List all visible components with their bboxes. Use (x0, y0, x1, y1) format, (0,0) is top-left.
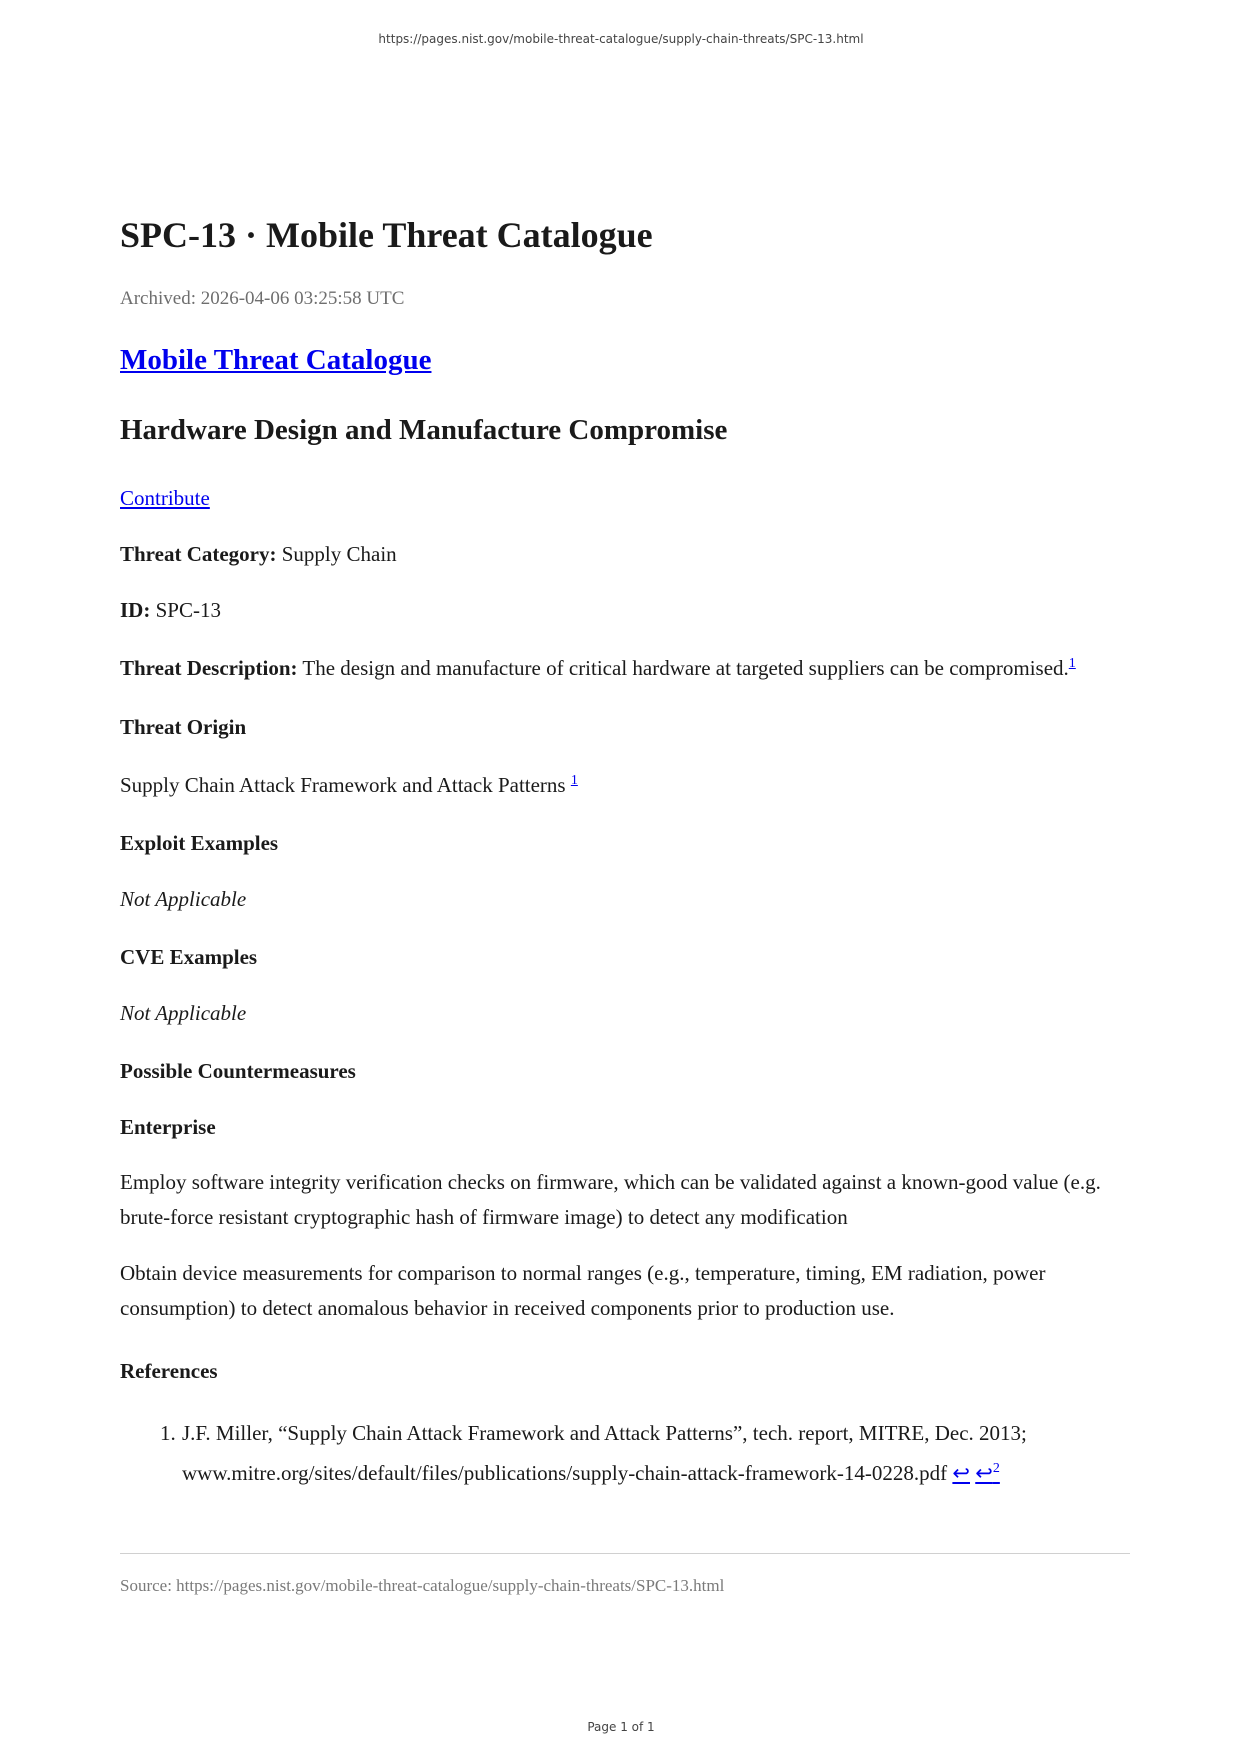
threat-origin-heading (120, 715, 246, 740)
threat-description-text: The design and manufacture of critical hardware at targeted suppliers can be compromised. (302, 656, 1069, 680)
id-value: SPC-13 (155, 598, 221, 622)
page-title: SPC-13 · Mobile Threat Catalogue (120, 215, 653, 255)
backref-link-2[interactable] (975, 1461, 1000, 1485)
cve-examples-text: Not Applicable (120, 1001, 247, 1025)
reference-text (182, 1413, 1130, 1493)
countermeasures-heading-text: Possible Countermeasures (120, 1059, 356, 1083)
threat-category-row (120, 542, 397, 567)
threat-origin-text: Supply Chain Attack Framework and Attack Patterns (120, 773, 566, 797)
footer-divider (120, 1553, 1130, 1554)
countermeasure-paragraph: Employ software integrity verification checks on firmware, which can be validated against a known-good value (e.g. brute-force resistant cryptographic hash of firmware image) to detect any modification (120, 1170, 1101, 1229)
threat-origin-row (120, 773, 578, 798)
contribute-link[interactable]: Contribute (120, 486, 210, 510)
enterprise-heading (120, 1115, 216, 1140)
references-heading (120, 1359, 218, 1384)
threat-origin-heading-text: Threat Origin (120, 715, 247, 739)
threat-name-heading: Hardware Design and Manufacture Compromise (120, 414, 728, 446)
print-header-url: https://pages.nist.gov/mobile-threat-catalogue/supply-chain-threats/SPC-13.html (378, 32, 864, 46)
cve-examples-heading (120, 945, 257, 970)
backref-arrow: ↩ (975, 1461, 993, 1485)
backref-sup: 2 (992, 1461, 1000, 1476)
reference-text-line1: J.F. Miller, “Supply Chain Attack Framework and Attack Patterns”, tech. report, MITRE, Dec. 2013; (182, 1421, 1027, 1445)
threat-description-label: Threat Description: (120, 656, 298, 680)
reference-text-line2: www.mitre.org/sites/default/files/publications/supply-chain-attack-framework-14-0228.pdf (182, 1461, 948, 1485)
countermeasure-paragraph: Obtain device measurements for comparison to normal ranges (e.g., temperature, timing, EM radiation, power consumption) to detect anomalous behavior in received components prior to production use. (120, 1261, 1046, 1320)
exploit-examples-text: Not Applicable (120, 887, 247, 911)
reference-number: 1. (160, 1421, 176, 1445)
threat-category-label: Threat Category: (120, 542, 277, 566)
backref-link-1[interactable]: ↩ (952, 1461, 970, 1485)
threat-category-value: Supply Chain (281, 542, 397, 566)
archived-timestamp: Archived: 2026-04-06 03:25:58 UTC (120, 288, 405, 309)
footnote-link-origin[interactable]: 1 (570, 773, 578, 788)
countermeasures-heading (120, 1059, 356, 1084)
id-row (120, 598, 221, 623)
exploit-examples-heading-text: Exploit Examples (120, 831, 279, 855)
source-url: Source: https://pages.nist.gov/mobile-threat-catalogue/supply-chain-threats/SPC-13.html (120, 1576, 725, 1595)
catalogue-home-link[interactable]: Mobile Threat Catalogue (120, 344, 432, 376)
exploit-examples-heading (120, 831, 278, 856)
threat-description-row (120, 656, 1076, 681)
references-list (120, 1413, 1130, 1493)
reference-item (120, 1413, 1130, 1493)
id-label: ID: (120, 598, 151, 622)
enterprise-heading-text: Enterprise (120, 1115, 216, 1139)
page-number: Page 1 of 1 (587, 1720, 655, 1734)
contribute-row (120, 486, 210, 511)
cve-examples-heading-text: CVE Examples (120, 945, 258, 969)
footnote-link-1[interactable]: 1 (1068, 656, 1076, 671)
references-heading-text: References (120, 1359, 218, 1383)
